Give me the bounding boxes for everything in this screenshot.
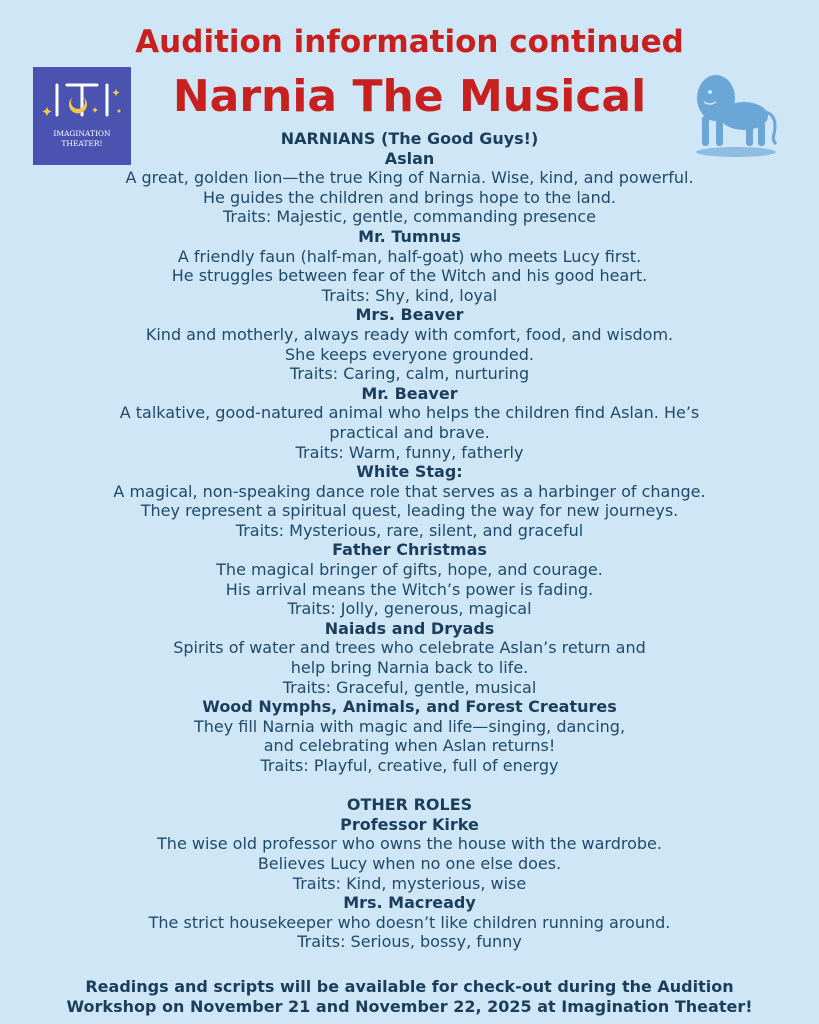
role-description: The magical bringer of gifts, hope, and courage. [216, 560, 603, 580]
logo-text-line: THEATER! [61, 139, 103, 148]
section-gap [0, 776, 819, 796]
page-title: Narnia The Musical [172, 71, 647, 122]
role-description: He guides the children and brings hope to the land. [203, 187, 616, 207]
role-description: They fill Narnia with magic and life—singing, dancing, [193, 716, 626, 736]
role-description: Kind and motherly, always ready with comfort, food, and wisdom. [145, 324, 674, 344]
role-name: Father Christmas [332, 540, 487, 560]
role-traits: Traits: Caring, calm, nurturing [289, 364, 530, 384]
page-subtitle: Audition information continued [135, 24, 684, 60]
footer-line: Readings and scripts will be available for check-out during the Audition [85, 977, 734, 996]
role-name: White Stag: [356, 462, 463, 482]
role-traits: Traits: Serious, bossy, funny [297, 932, 522, 952]
role-description: She keeps everyone grounded. [285, 344, 534, 364]
role-description: and celebrating when Aslan returns! [263, 736, 556, 756]
role-traits: Traits: Shy, kind, loyal [321, 285, 498, 305]
role-description: A talkative, good-natured animal who helps the children find Aslan. He’s [119, 403, 700, 423]
footer-note [0, 977, 819, 1017]
role-name: Mr. Tumnus [358, 226, 461, 246]
role-name: Aslan [384, 148, 435, 168]
role-description: A great, golden lion—the true King of Narnia. Wise, kind, and powerful. [125, 168, 694, 188]
section-heading: OTHER ROLES [346, 795, 473, 815]
role-name: Mrs. Beaver [355, 305, 464, 325]
section-heading: NARNIANS (The Good Guys!) [280, 129, 539, 148]
role-name: Mrs. Macready [343, 893, 476, 913]
role-description: They represent a spiritual quest, leading the way for new journeys. [140, 501, 679, 521]
role-description: The wise old professor who owns the house with the wardrobe. [157, 834, 662, 854]
role-name: Mr. Beaver [361, 383, 458, 403]
role-list [0, 129, 819, 952]
role-description: He struggles between fear of the Witch and his good heart. [171, 266, 648, 286]
role-name: Naiads and Dryads [324, 618, 495, 638]
footer-line: Workshop on November 21 and November 22, 2025 at Imagination Theater! [66, 997, 753, 1016]
role-description: Believes Lucy when no one else does. [257, 853, 562, 873]
role-traits: Traits: Kind, mysterious, wise [292, 873, 527, 893]
role-description: The strict housekeeper who doesn’t like children running around. [148, 912, 671, 932]
role-traits: Traits: Majestic, gentle, commanding presence [222, 207, 596, 227]
role-description: His arrival means the Witch’s power is fading. [225, 579, 594, 599]
role-name: Wood Nymphs, Animals, and Forest Creatures [202, 697, 617, 717]
role-description: Spirits of water and trees who celebrate Aslan’s return and [173, 638, 646, 658]
role-traits: Traits: Playful, creative, full of energy [260, 756, 559, 775]
role-description: A friendly faun (half-man, half-goat) who meets Lucy first. [177, 246, 642, 266]
role-description: A magical, non-speaking dance role that serves as a harbinger of change. [113, 481, 706, 501]
role-traits: Traits: Mysterious, rare, silent, and graceful [235, 520, 584, 540]
role-traits: Traits: Warm, funny, fatherly [295, 442, 524, 462]
role-traits: Traits: Graceful, gentle, musical [282, 677, 537, 697]
role-description: help bring Narnia back to life. [290, 658, 529, 678]
role-traits: Traits: Jolly, generous, magical [287, 599, 532, 619]
logo-text-line: IMAGINATION [53, 129, 111, 138]
role-name: Professor Kirke [340, 814, 479, 834]
role-description: practical and brave. [329, 422, 490, 442]
